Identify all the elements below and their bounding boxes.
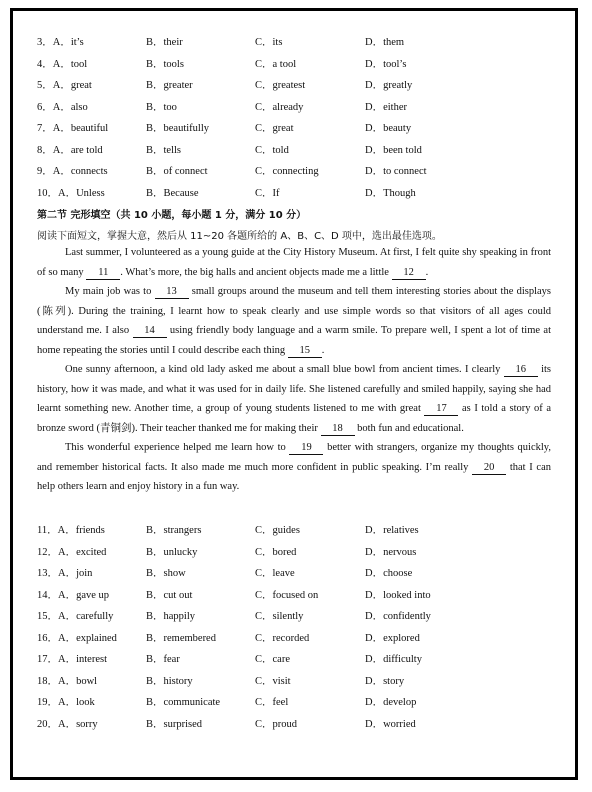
option-a[interactable]: 20．A．sorry [37,718,98,730]
option-b[interactable]: B．greater [146,80,193,91]
question-row [37,608,557,622]
question-row [37,185,557,199]
option-d[interactable]: D．nervous [365,546,417,558]
blank-20[interactable]: 20 [472,462,506,475]
option-d[interactable]: D．Though [365,187,416,199]
option-d[interactable]: D．been told [365,144,422,156]
passage-text: both fun and educational. [354,422,464,434]
option-a[interactable]: 14．A．gave up [37,589,110,601]
option-a[interactable]: 7．A．beautiful [37,123,109,134]
option-c[interactable]: C．focused on [255,589,319,601]
option-c[interactable]: C．already [255,101,304,113]
question-row [37,163,557,177]
section-title: 第二节 完形填空（共 10 小题，每小题 1 分，满分 10 分） [37,210,307,221]
option-a[interactable]: 9．A．connects [37,166,108,177]
question-row [37,99,557,113]
option-a[interactable]: 13．A．join [37,568,93,579]
option-b[interactable]: B．strangers [146,525,202,536]
option-c[interactable]: C．guides [255,525,300,536]
option-c[interactable]: C．a tool [255,58,297,70]
option-b[interactable]: B．Because [146,187,199,199]
blank-14[interactable]: 14 [133,325,167,338]
question-row [37,77,557,91]
option-c[interactable]: C．connecting [255,166,319,177]
option-d[interactable]: D．tool’s [365,58,407,70]
option-a[interactable]: 3．A．it’s [37,37,84,48]
question-row [37,694,557,708]
option-b[interactable]: B．too [146,101,177,113]
question-row [37,716,557,730]
option-c[interactable]: C．its [255,37,283,48]
cloze-passage [37,243,551,497]
passage-text: My main job was to [65,286,155,297]
question-row [37,565,557,579]
passage-text: that I can help others learn and enjoy history in a fun way. [37,461,552,492]
passage-text: One sunny afternoon, a kind old lady asked me about a small blue bowl from ancient times. I clearly [65,364,504,375]
option-c[interactable]: C．visit [255,675,291,687]
question-row [37,544,557,558]
blank-16[interactable]: 16 [504,364,538,377]
option-c[interactable]: C．care [255,654,290,665]
passage-text: its history, how it was made, and what it was used for in daily life. She listened carefully and smiled happily, saying she had learnt something new. Another time, a group of young students listened to me with great [37,364,551,414]
option-c[interactable]: C．feel [255,697,289,708]
option-b[interactable]: B．their [146,37,183,48]
option-a[interactable]: 12．A．excited [37,546,107,558]
option-c[interactable]: C．greatest [255,80,306,91]
question-row [37,120,557,134]
question-row [37,651,557,665]
option-c[interactable]: C．proud [255,718,297,730]
option-b[interactable]: B．show [146,568,186,579]
passage-text: as I told a story of a bronze sword (青铜剑). Their teacher thanked me for making their [37,403,552,434]
option-d[interactable]: D．beauty [365,123,412,134]
blank-17[interactable]: 17 [424,403,458,416]
option-c[interactable]: C．told [255,144,289,156]
passage-text: Last summer, I volunteered as a young guide at the City History Museum. At first, I felt quite shy speaking in front of so many [37,247,551,278]
question-row [37,142,557,156]
option-a[interactable]: 18．A．bowl [37,675,98,687]
question-row [37,630,557,644]
passage-text: This wonderful experience helped me learn how to [65,442,290,453]
option-a[interactable]: 5．A．great [37,80,92,91]
option-b[interactable]: B．surprised [146,718,202,730]
option-b[interactable]: B．beautifully [146,123,209,134]
option-b[interactable]: B．tells [146,144,182,156]
passage-text: . [425,266,429,278]
option-d[interactable]: D．story [365,675,405,687]
option-b[interactable]: B．happily [146,611,195,622]
question-row [37,587,557,601]
option-b[interactable]: B．remembered [146,632,216,644]
option-b[interactable]: B．fear [146,654,180,665]
option-c[interactable]: C．leave [255,568,295,579]
passage-text: . What’s more, the big halls and ancient objects made me a little [120,266,392,278]
option-d[interactable]: D．to connect [365,166,427,177]
option-c[interactable]: C．silently [255,611,304,622]
option-d[interactable]: D．develop [365,697,417,708]
option-d[interactable]: D．difficulty [365,654,422,665]
blank-12[interactable]: 12 [392,267,426,280]
option-a[interactable]: 6．A．also [37,101,88,113]
option-d[interactable]: D．worried [365,718,416,730]
option-d[interactable]: D．explored [365,632,420,644]
option-d[interactable]: D．either [365,101,407,113]
option-c[interactable]: C．great [255,123,294,134]
option-b[interactable]: B．cut out [146,589,193,601]
blank-13[interactable]: 13 [155,286,189,299]
question-row [37,34,557,48]
option-b[interactable]: B．communicate [146,697,221,708]
blank-18[interactable]: 18 [321,423,355,436]
question-row [37,522,557,536]
option-c[interactable]: C．recorded [255,632,310,644]
option-b[interactable]: B．of connect [146,166,208,177]
option-c[interactable]: C．bored [255,546,297,558]
question-row [37,673,557,687]
option-d[interactable]: D．looked into [365,589,431,601]
option-d[interactable]: D．relatives [365,525,419,536]
option-b[interactable]: B．history [146,675,193,687]
option-a[interactable]: 4．A．tool [37,58,88,70]
passage-text: using friendly body language and a warm smile. To prepare well, I spent a lot of time at home repeating the stories until I could describe each thing [37,325,551,356]
passage-text: better with strangers, organize my thoughts quickly, and remember historical facts. It also made me much more confident in public speaking. I’m really [37,442,551,473]
option-a[interactable]: 15．A．carefully [37,611,114,622]
blank-15[interactable]: 15 [288,345,322,358]
option-c[interactable]: C．If [255,187,280,199]
option-a[interactable]: 10．A．Unless [37,187,105,199]
question-row [37,56,557,70]
instruction-text: 阅读下面短文，掌握大意，然后从 11~20 各题所给的 A、B、C、D 项中，选出最佳选项。 [37,231,442,242]
option-d[interactable]: D．confidently [365,611,431,622]
option-a[interactable]: 8．A．are told [37,144,103,156]
passage-text: . [321,344,325,356]
paragraph-2 [37,282,551,360]
option-d[interactable]: D．greatly [365,80,413,91]
option-b[interactable]: B．tools [146,58,184,70]
paragraph-3 [37,360,551,438]
paragraph-4 [37,438,551,497]
option-a[interactable]: 16．A．explained [37,632,117,644]
blank-19[interactable]: 19 [289,442,323,455]
option-a[interactable]: 11．A．friends [37,525,105,536]
option-d[interactable]: D．them [365,37,405,48]
option-a[interactable]: 19．A．look [37,697,95,708]
paragraph-1 [37,243,551,282]
option-d[interactable]: D．choose [365,568,413,579]
passage-text: small groups around the museum and tell them interesting stories about the displays (陈列). During the training, I learnt how to speak clearly and use simple words so that visitors of all ages could understand me. I also [37,286,551,336]
option-b[interactable]: B．unlucky [146,546,198,558]
blank-11[interactable]: 11 [86,267,120,280]
option-a[interactable]: 17．A．interest [37,654,107,665]
